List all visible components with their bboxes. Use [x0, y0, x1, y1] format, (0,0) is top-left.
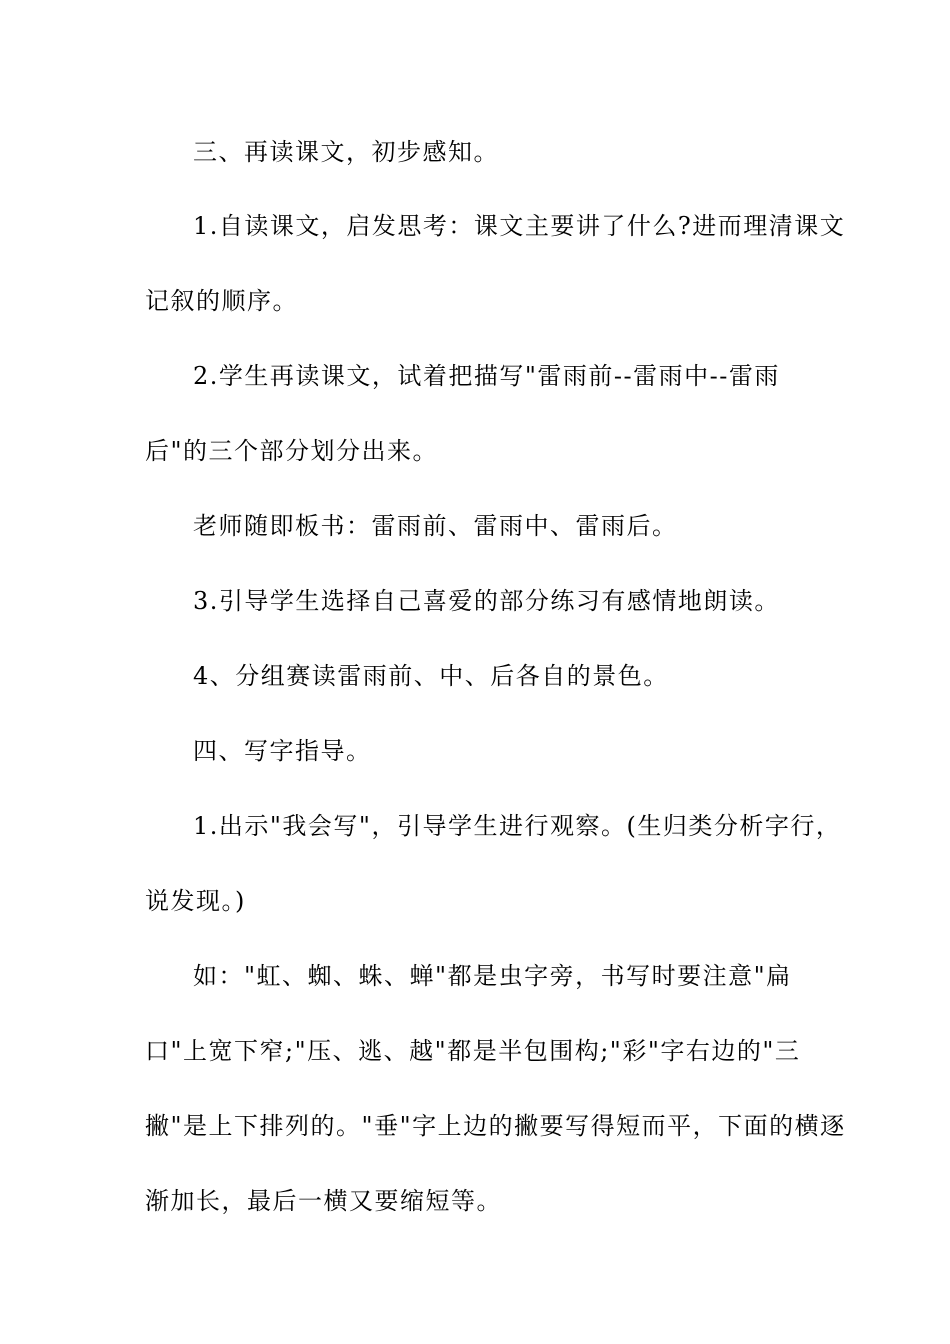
paragraph-line: 渐加长，最后一横又要缩短等。: [145, 1187, 502, 1215]
paragraph-line: 说发现。): [145, 887, 246, 915]
paragraph-line: 1.自读课文，启发思考：课文主要讲了什么?进而理清课文: [193, 212, 846, 240]
paragraph-line: 2.学生再读课文，试着把描写"雷雨前--雷雨中--雷雨: [193, 362, 780, 390]
paragraph-line: 后"的三个部分划分出来。: [145, 437, 439, 465]
paragraph-line: 4、分组赛读雷雨前、中、后各自的景色。: [193, 662, 669, 690]
section-heading-writing: 四、写字指导。: [193, 737, 372, 765]
paragraph-line: 撇"是上下排列的。"垂"字上边的撇要写得短而平，下面的横逐: [145, 1112, 846, 1140]
paragraph-line: 老师随即板书：雷雨前、雷雨中、雷雨后。: [193, 512, 678, 540]
paragraph-line: 1.出示"我会写"，引导学生进行观察。(生归类分析字行，: [193, 812, 842, 840]
paragraph-line: 3.引导学生选择自己喜爱的部分练习有感情地朗读。: [193, 587, 780, 615]
section-heading-reread: 三、再读课文，初步感知。: [193, 138, 499, 166]
paragraph-line: 记叙的顺序。: [145, 287, 298, 315]
paragraph-line: 如："虹、蜘、蛛、蝉"都是虫字旁，书写时要注意"扁: [193, 962, 792, 990]
paragraph-line: 口"上宽下窄;"压、逃、越"都是半包围构;"彩"字右边的"三: [145, 1037, 801, 1065]
